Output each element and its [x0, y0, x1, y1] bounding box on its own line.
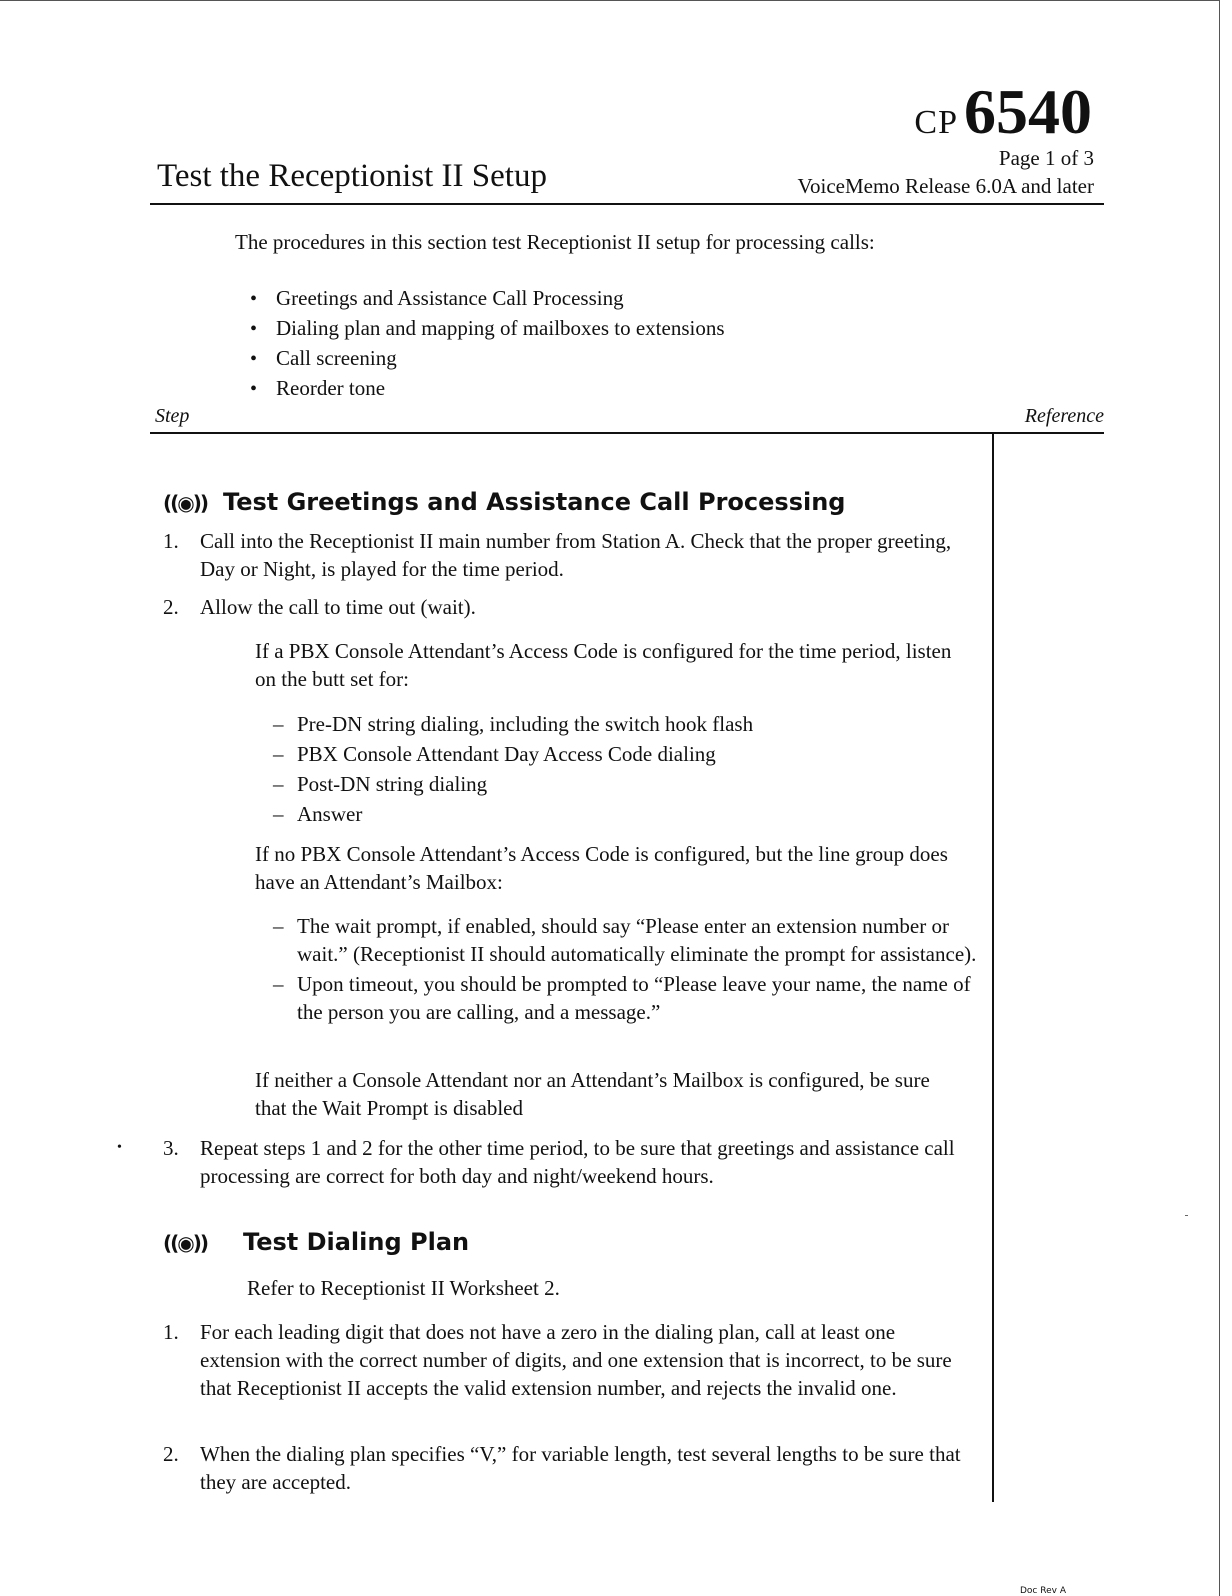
intro-bullet: • Call screening [250, 343, 725, 373]
margin-tick [1185, 1215, 1188, 1216]
section-title: Test Dialing Plan [243, 1228, 470, 1256]
step-text: Call into the Receptionist II main number from Station A. Check that the proper greeting, Day or Night, is played for the time period. [200, 529, 952, 581]
step-number: 1. [163, 529, 179, 553]
doc-revision: Doc Rev A [1020, 1586, 1066, 1596]
step-text: Allow the call to time out (wait). [200, 595, 476, 619]
step-item [163, 593, 963, 621]
speaker-waves-icon: ((◉)) [163, 1231, 208, 1255]
intro-bullets [250, 283, 725, 403]
cp-number: 6540 [964, 76, 1092, 147]
column-step-label: Step [155, 405, 190, 427]
column-rule [150, 432, 1104, 434]
dash-list [273, 709, 953, 829]
reference-column-divider [992, 434, 994, 1502]
dash-item: – Answer [273, 799, 953, 829]
step-text: Repeat steps 1 and 2 for the other time period, to be sure that greetings and assistance call processing are correct for both day and night/weekend hours. [200, 1136, 955, 1188]
step-item [163, 1318, 963, 1402]
page-title: Test the Receptionist II Setup [157, 158, 547, 194]
sub-paragraph: If a PBX Console Attendant’s Access Code is configured for the time period, listen on the butt set for: [255, 639, 952, 691]
dash-item: – The wait prompt, if enabled, should say “Please enter an extension number or wait.” (Receptionist II should automatically eliminate the prompt for assistance). [273, 912, 983, 968]
step-text: When the dialing plan specifies “V,” for variable length, test several lengths to be sure that they are accepted. [200, 1442, 961, 1494]
dash-item: – Post-DN string dialing [273, 769, 953, 799]
section-title: Test Greetings and Assistance Call Processing [223, 488, 846, 516]
step-number: 2. [163, 595, 179, 619]
sub-paragraph: If neither a Console Attendant nor an Attendant’s Mailbox is configured, be sure that the Wait Prompt is disabled [255, 1068, 930, 1120]
intro-bullet: • Greetings and Assistance Call Processing [250, 283, 725, 313]
column-reference-label: Reference [1024, 405, 1104, 427]
section-note: Refer to Receptionist II Worksheet 2. [247, 1276, 560, 1300]
sub-paragraph: If no PBX Console Attendant’s Access Code is configured, but the line group does have an Attendant’s Mailbox: [255, 842, 948, 894]
step-text: For each leading digit that does not have a zero in the dialing plan, call at least one extension with the correct number of digits, and one extension that is incorrect, to be sure that Receptionist II accepts the valid extension number, and rejects the invalid one. [200, 1320, 952, 1400]
page-border-top [0, 0, 1220, 1]
step-number: 1. [163, 1320, 179, 1344]
header-rule [150, 203, 1104, 205]
dash-item: – Pre-DN string dialing, including the switch hook flash [273, 709, 953, 739]
release-info: VoiceMemo Release 6.0A and later [797, 174, 1094, 198]
cp-block [692, 76, 1092, 147]
step-number: 3. [163, 1136, 179, 1160]
dash-item: – Upon timeout, you should be prompted to “Please leave your name, the name of the person you are calling, and a message.” [273, 970, 983, 1026]
intro-bullet: • Reorder tone [250, 373, 725, 403]
section-heading-dialing-plan [163, 1228, 469, 1256]
page-info: Page 1 of 3 [998, 146, 1094, 170]
page-border-right [1219, 0, 1220, 1596]
dash-list [273, 912, 983, 1028]
step-item [163, 1134, 963, 1190]
section-heading-greetings [163, 488, 845, 516]
step-number: 2. [163, 1442, 179, 1466]
intro-bullet: • Dialing plan and mapping of mailboxes to extensions [250, 313, 725, 343]
speaker-waves-icon: ((◉)) [163, 491, 208, 515]
intro-text: The procedures in this section test Receptionist II setup for processing calls: [235, 230, 875, 254]
step-item [163, 1440, 963, 1496]
step-item [163, 527, 963, 583]
cp-prefix: CP [914, 104, 958, 141]
dash-item: – PBX Console Attendant Day Access Code dialing [273, 739, 953, 769]
margin-dot: • [117, 1140, 122, 1155]
